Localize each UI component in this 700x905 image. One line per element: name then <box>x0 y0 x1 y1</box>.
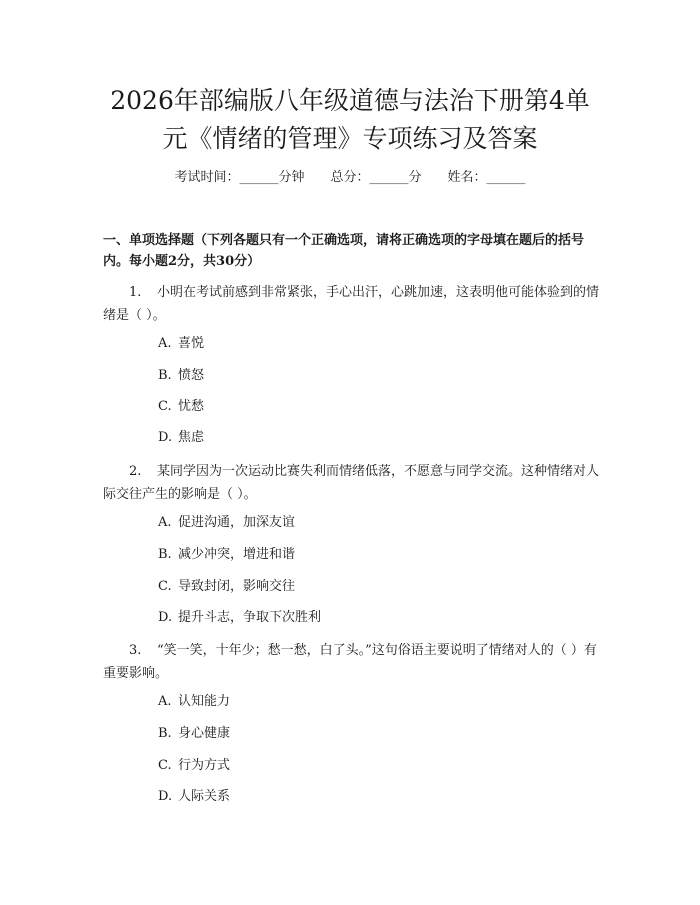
question-2-option-d: D. 提升斗志，争取下次胜利 <box>158 610 322 625</box>
title-line-2: 元《情绪的管理》专项练习及答案 <box>162 124 538 153</box>
exam-info-row <box>0 168 700 188</box>
name-field: 姓名：______ <box>447 170 526 185</box>
question-3-option-c: C. 行为方式 <box>158 758 231 773</box>
question-2-option-b: B. 减少冲突，增进和谐 <box>158 547 296 562</box>
question-2-option-c: C. 导致封闭，影响交往 <box>158 579 296 594</box>
question-3-option-a: A. 认知能力 <box>158 694 231 709</box>
question-1-stem <box>103 281 603 327</box>
exam-time-field: 考试时间：______分钟 <box>174 170 305 185</box>
title-line-1: 2026年部编版八年级道德与法治下册第4单 <box>110 86 590 115</box>
question-3-number: 3. <box>129 643 142 658</box>
question-2-text: 某同学因为一次运动比赛失利而情绪低落，不愿意与同学交流。这种情绪对人际交往产生的影响是（ ）。 <box>103 464 600 502</box>
question-1-number: 1. <box>129 285 142 300</box>
question-3-text: “笑一笑，十年少；愁一愁，白了头。”这句俗语主要说明了情绪对人的（ ）有重要影响。 <box>103 643 597 681</box>
question-3-stem <box>103 639 603 685</box>
question-3-option-d: D. 人际关系 <box>158 789 231 804</box>
question-1-option-b: B. 愤怒 <box>158 368 205 383</box>
question-2-stem <box>103 460 603 506</box>
question-1-option-d: D. 焦虑 <box>158 430 205 445</box>
question-1-option-a: A. 喜悦 <box>158 336 205 351</box>
question-2-option-a: A. 促进沟通，加深友谊 <box>158 515 296 530</box>
total-score-field: 总分：______分 <box>330 170 422 185</box>
question-3-option-b: B. 身心健康 <box>158 726 231 741</box>
question-1-option-c: C. 忧愁 <box>158 399 205 414</box>
section-heading: 一、单项选择题（下列各题只有一个正确选项，请将正确选项的字母填在题后的括号内。每小题2分，共30分） <box>103 233 585 269</box>
question-2-number: 2. <box>129 464 142 479</box>
document-title <box>60 82 640 158</box>
question-1-text: 小明在考试前感到非常紧张，手心出汗，心跳加速，这表明他可能体验到的情绪是（ ）。 <box>103 285 600 323</box>
